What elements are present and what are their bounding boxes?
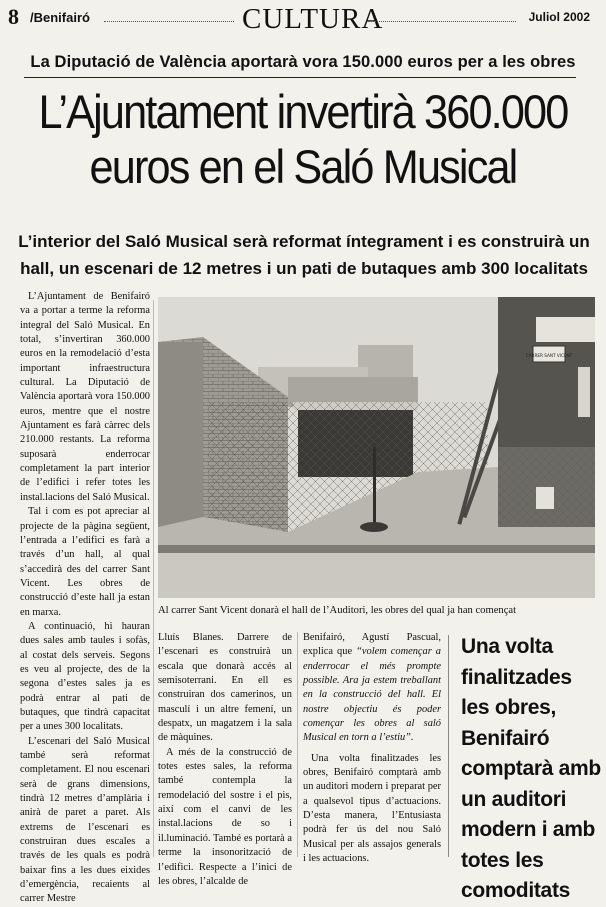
- section-title: CULTURA: [242, 3, 384, 35]
- paragraph: [303, 631, 441, 746]
- paragraph: L’escenari del Saló Musical també serà reformat completament. El nou escenari serà de grans dimensions, tindrà 12 metres d’amplària i anirà de paret a paret. Als extrems de l’escenari es construiran dues escales a través de les quals es podrà baixar fins a les dues eixides d’emergència, recaients al carrer Mestre: [20, 735, 150, 905]
- photo-caption: Al carrer Sant Vicent donarà el hall de l’Auditori, les obres del qual ja han començat: [158, 605, 517, 616]
- header-dotted-rule-right: [368, 21, 516, 22]
- pull-quote: Una volta finalitzades les obres, Benifairó comptarà amb un auditori modern i amb totes les comoditats: [461, 635, 601, 902]
- paragraph: L’Ajuntament de Benifairó va a portar a terme la reforma integral del Saló Musical. En total, s’invertiran 360.000 euros en la remodelació d’esta important infraestructura cultural. La Diputació de València aportarà vora 150.000 euros, mentre que el nostre Ajuntament es farà càrrec dels 210.000 restants. La reforma suposarà enderrocar completament la part interior de l’edifici i refer totes les instal.lacions del Saló Musical.: [20, 291, 150, 503]
- paragraph: Tal i com es pot apreciar al projecte de la pàgina següent, l’entrada a l’edifici es farà a través d’un hall, al qual s’accedirà des del carrer Sant Vicent. Les obres de construcció d’este hall ja estan en marxa.: [20, 506, 150, 618]
- construction-site-photo: [158, 297, 595, 598]
- mayor-quote: “volem començar a enderrocar el més prompte possible. Ara ja estem treballant en la construcció del hall. El nostre objectiu és poder començar les obres al saló Musical en torn a l’estiu”.: [303, 646, 441, 744]
- quote-intro: Benifairó, Agustí Pascual, explica que: [303, 632, 441, 658]
- newspaper-name: /Benifairó: [30, 10, 90, 25]
- article-column-3: [303, 631, 441, 867]
- page-number: 8: [8, 4, 19, 29]
- paragraph: A més de la construcció de totes estes sales, la reforma també contempla la remodelació del sostre i el pis, així com el canvi de les instal.lacions de so i il.luminació. També es portarà a terme la insonorització de l’edifici. Respecte a l’inici de les obres, l’alcalde de: [158, 746, 292, 887]
- column-rule: [297, 632, 298, 857]
- paragraph: Lluís Blanes. Darrere de l’escenari es construirà un escala que donarà accés al semisoterrani. En ell es construiran dos camerinos, un masculí i un altre femení, un despatx, un magatzem i la sala de màquines.: [158, 632, 292, 744]
- paragraph: A continuació, hi hauran dues sales amb taules i sofàs, al costat dels serveis. Segons es veu al projecte, des de la segona d’estes sales ja es podrà entrar al pati de butaques, que tindrà capacitat per a unes 300 localitats.: [20, 620, 150, 733]
- paragraph: Una volta finalitzades les obres, Benifairó comptarà amb un auditori modern i preparat per a qualsevol tipus d’actuacions. D’esta manera, l’Entusiasta podrà fer ús del nou Saló Musical per als assajos generals i les actuacions.: [303, 752, 441, 865]
- column-rule: [153, 300, 154, 857]
- street-sign-text: CARRER SANT VICENT: [525, 353, 573, 358]
- headline-line-1: L’Ajuntament invertirà 360.000: [38, 85, 568, 138]
- main-headline: [24, 84, 582, 194]
- issue-date: Juliol 2002: [528, 10, 590, 24]
- headline-line-2: euros en el Saló Musical: [89, 140, 517, 193]
- article-column-1: [20, 290, 150, 907]
- subheadline: L’interior del Saló Musical serà reformat íntegrament i es construirà un hall, un escenari de 12 metres i un pati de butaques amb 300 localitats: [18, 232, 590, 278]
- kicker-rule: [24, 77, 576, 78]
- pullquote-rule: [448, 635, 449, 857]
- header-dotted-rule-left: [104, 21, 234, 22]
- photo-illustration: [158, 297, 595, 598]
- article-column-2: [158, 631, 292, 889]
- kicker-headline: La Diputació de València aportarà vora 150.000 euros per a les obres: [30, 53, 576, 71]
